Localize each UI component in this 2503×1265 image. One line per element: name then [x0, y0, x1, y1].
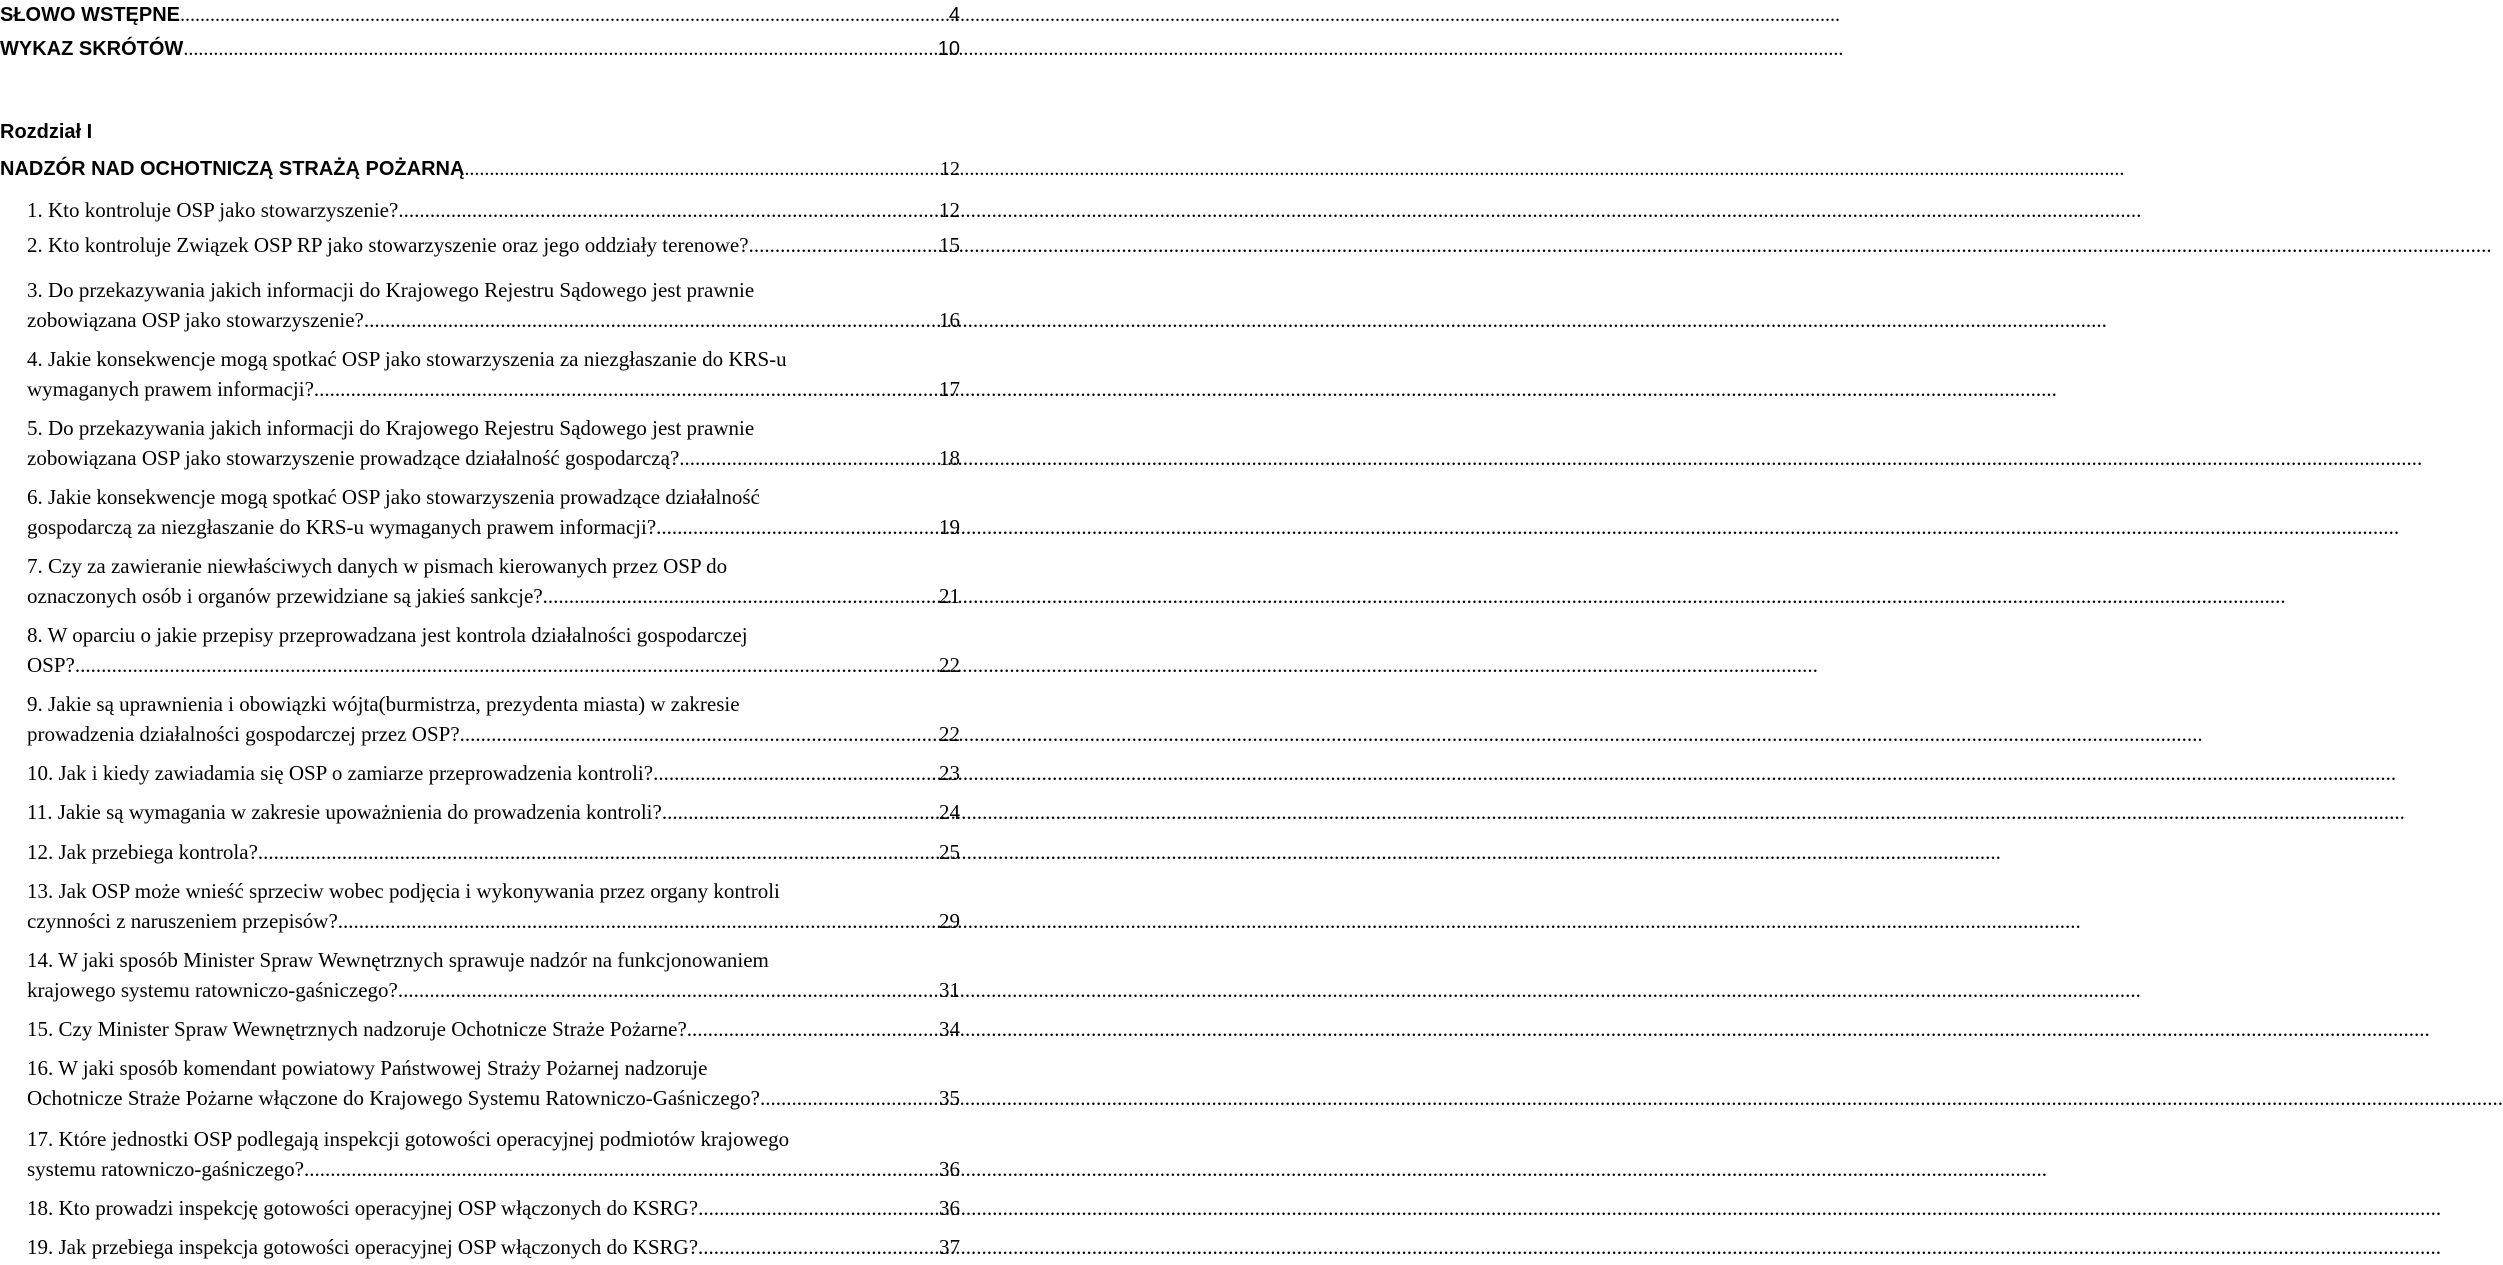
toc-entry-title: krajowego systemu ratowniczo-gaśniczego? [27, 978, 398, 1002]
toc-entry-title: 18. Kto prowadzi inspekcję gotowości operacyjnej OSP włączonych do KSRG? [27, 1196, 699, 1220]
dot-leader [75, 650, 939, 680]
toc-entry-title: prowadzenia działalności gospodarczej przez OSP? [27, 722, 460, 746]
toc-entry-title[interactable]: 9. Jakie są uprawnienia i obowiązki wójta(burmistrza, prezydenta miasta) w zakresie [27, 692, 740, 716]
toc-entry[interactable] [27, 1083, 960, 1113]
toc-entry-title: 19. Jak przebiega inspekcja gotowości operacyjnej OSP włączonych do KSRG? [27, 1235, 699, 1259]
toc-entry-title[interactable]: 5. Do przekazywania jakich informacji do Krajowego Rejestru Sądowego jest prawnie [27, 416, 755, 440]
toc-page-number: 24 [939, 800, 960, 824]
dot-leader [749, 230, 939, 260]
dot-leader [183, 34, 937, 64]
toc-entry[interactable] [27, 443, 960, 473]
toc-page-number: 12 [939, 198, 960, 222]
toc-page-number: 36 [939, 1157, 960, 1181]
toc-entry-title[interactable]: 14. W jaki sposób Minister Spraw Wewnętrznych sprawuje nadzór na funkcjonowaniem [27, 948, 769, 972]
toc-page-number: 4 [948, 4, 960, 26]
toc-page-number: 15 [939, 233, 960, 257]
toc-entry[interactable] [27, 1014, 960, 1044]
toc-entry[interactable] [27, 906, 960, 936]
toc-entry-title: 12. Jak przebiega kontrola? [27, 840, 258, 864]
toc-page-number: 37 [939, 1235, 960, 1259]
toc-entry-title: oznaczonych osób i organów przewidziane są jakieś sankcje? [27, 584, 543, 608]
toc-entry-title: gospodarczą za niezgłaszanie do KRS-u wymaganych prawem informacji? [27, 515, 657, 539]
toc-entry[interactable] [27, 195, 960, 225]
dot-leader [464, 154, 940, 184]
toc-entry[interactable] [27, 230, 960, 260]
toc-entry-chapter[interactable] [0, 154, 960, 184]
dot-leader [364, 305, 939, 335]
table-of-contents [0, 0, 960, 1265]
toc-entry[interactable] [27, 374, 960, 404]
toc-page-number: 10 [937, 38, 960, 60]
toc-entry-title[interactable]: 13. Jak OSP może wnieść sprzeciw wobec podjęcia i wykonywania przez organy kontroli [27, 879, 780, 903]
toc-entry-front[interactable] [0, 0, 960, 30]
dot-leader [698, 1232, 939, 1262]
dot-leader [656, 512, 939, 542]
dot-leader [460, 719, 939, 749]
toc-page-number: 18 [939, 446, 960, 470]
toc-entry-title[interactable]: 8. W oparciu o jakie przepisy przeprowadzana jest kontrola działalności gospodarczej [27, 623, 748, 647]
toc-entry-title: czynności z naruszeniem przepisów? [27, 909, 338, 933]
toc-entry-title: 2. Kto kontroluje Związek OSP RP jako stowarzyszenie oraz jego oddziały terenowe? [27, 233, 749, 257]
toc-entry-title[interactable]: 4. Jakie konsekwencje mogą spotkać OSP jako stowarzyszenia za niezgłaszanie do KRS-u [27, 347, 787, 371]
toc-entry-front[interactable] [0, 34, 960, 64]
toc-entry[interactable] [27, 719, 960, 749]
toc-page-number: 34 [939, 1017, 960, 1041]
toc-entry-title: systemu ratowniczo-gaśniczego? [27, 1157, 304, 1181]
toc-entry-title[interactable]: 3. Do przekazywania jakich informacji do Krajowego Rejestru Sądowego jest prawnie [27, 278, 755, 302]
toc-page-number: 17 [939, 377, 960, 401]
dot-leader [398, 975, 939, 1005]
dot-leader [679, 443, 939, 473]
dot-leader [760, 1083, 939, 1113]
toc-entry[interactable] [27, 650, 960, 680]
toc-entry-title: wymaganych prawem informacji? [27, 377, 314, 401]
toc-entry[interactable] [27, 758, 960, 788]
dot-leader [687, 1014, 939, 1044]
toc-page-number: 31 [939, 978, 960, 1002]
dot-leader [543, 581, 939, 611]
toc-entry[interactable] [27, 1232, 960, 1262]
dot-leader [698, 1193, 939, 1223]
dot-leader [662, 797, 939, 827]
toc-page-number: 29 [939, 909, 960, 933]
chapter-label: Rozdział I [0, 121, 93, 143]
toc-entry-title: WYKAZ SKRÓTÓW [0, 38, 184, 60]
toc-entry-title: zobowiązana OSP jako stowarzyszenie? [27, 308, 364, 332]
toc-entry[interactable] [27, 975, 960, 1005]
toc-entry[interactable] [27, 1154, 960, 1184]
toc-page-number: 16 [939, 308, 960, 332]
chapter-title: NADZÓR NAD OCHOTNICZĄ STRAŻĄ POŻARNĄ [0, 158, 465, 180]
toc-entry[interactable] [27, 512, 960, 542]
toc-entry-title[interactable]: 6. Jakie konsekwencje mogą spotkać OSP jako stowarzyszenia prowadzące działalność [27, 485, 760, 509]
toc-entry[interactable] [27, 797, 960, 827]
toc-entry-title: 11. Jakie są wymagania w zakresie upoważnienia do prowadzenia kontroli? [27, 800, 662, 824]
toc-entry-title: zobowiązana OSP jako stowarzyszenie prowadzące działalność gospodarczą? [27, 446, 680, 470]
toc-page-number: 23 [939, 761, 960, 785]
toc-page-number: 21 [939, 584, 960, 608]
dot-leader [314, 374, 939, 404]
toc-entry-title: 10. Jak i kiedy zawiadamia się OSP o zamiarze przeprowadzenia kontroli? [27, 761, 654, 785]
toc-entry-title[interactable]: 16. W jaki sposób komendant powiatowy Państwowej Straży Pożarnej nadzoruje [27, 1056, 708, 1080]
toc-entry-title: SŁOWO WSTĘPNE [0, 4, 180, 26]
dot-leader [180, 0, 949, 30]
toc-entry-title[interactable]: 7. Czy za zawieranie niewłaściwych danych w pismach kierowanych przez OSP do [27, 554, 728, 578]
toc-entry[interactable] [27, 837, 960, 867]
toc-entry-title: 15. Czy Minister Spraw Wewnętrznych nadzoruje Ochotnicze Straże Pożarne? [27, 1017, 687, 1041]
dot-leader [398, 195, 939, 225]
toc-page-number: 22 [939, 653, 960, 677]
toc-page-number: 36 [939, 1196, 960, 1220]
toc-entry[interactable] [27, 1193, 960, 1223]
dot-leader [338, 906, 939, 936]
toc-page-number: 25 [939, 840, 960, 864]
toc-entry-title: 1. Kto kontroluje OSP jako stowarzyszenie? [27, 198, 399, 222]
toc-entry[interactable] [27, 305, 960, 335]
toc-entry-title: Ochotnicze Straże Pożarne włączone do Krajowego Systemu Ratowniczo-Gaśniczego? [27, 1086, 760, 1110]
toc-page-number: 19 [939, 515, 960, 539]
toc-page-number: 35 [939, 1086, 960, 1110]
toc-page-number: 22 [939, 722, 960, 746]
toc-entry-title: OSP? [27, 653, 75, 677]
dot-leader [653, 758, 939, 788]
toc-page-number: 12 [940, 158, 960, 180]
toc-entry-title[interactable]: 17. Które jednostki OSP podlegają inspekcji gotowości operacyjnej podmiotów krajowego [27, 1127, 790, 1151]
dot-leader [304, 1154, 939, 1184]
toc-entry[interactable] [27, 581, 960, 611]
dot-leader [258, 837, 939, 867]
